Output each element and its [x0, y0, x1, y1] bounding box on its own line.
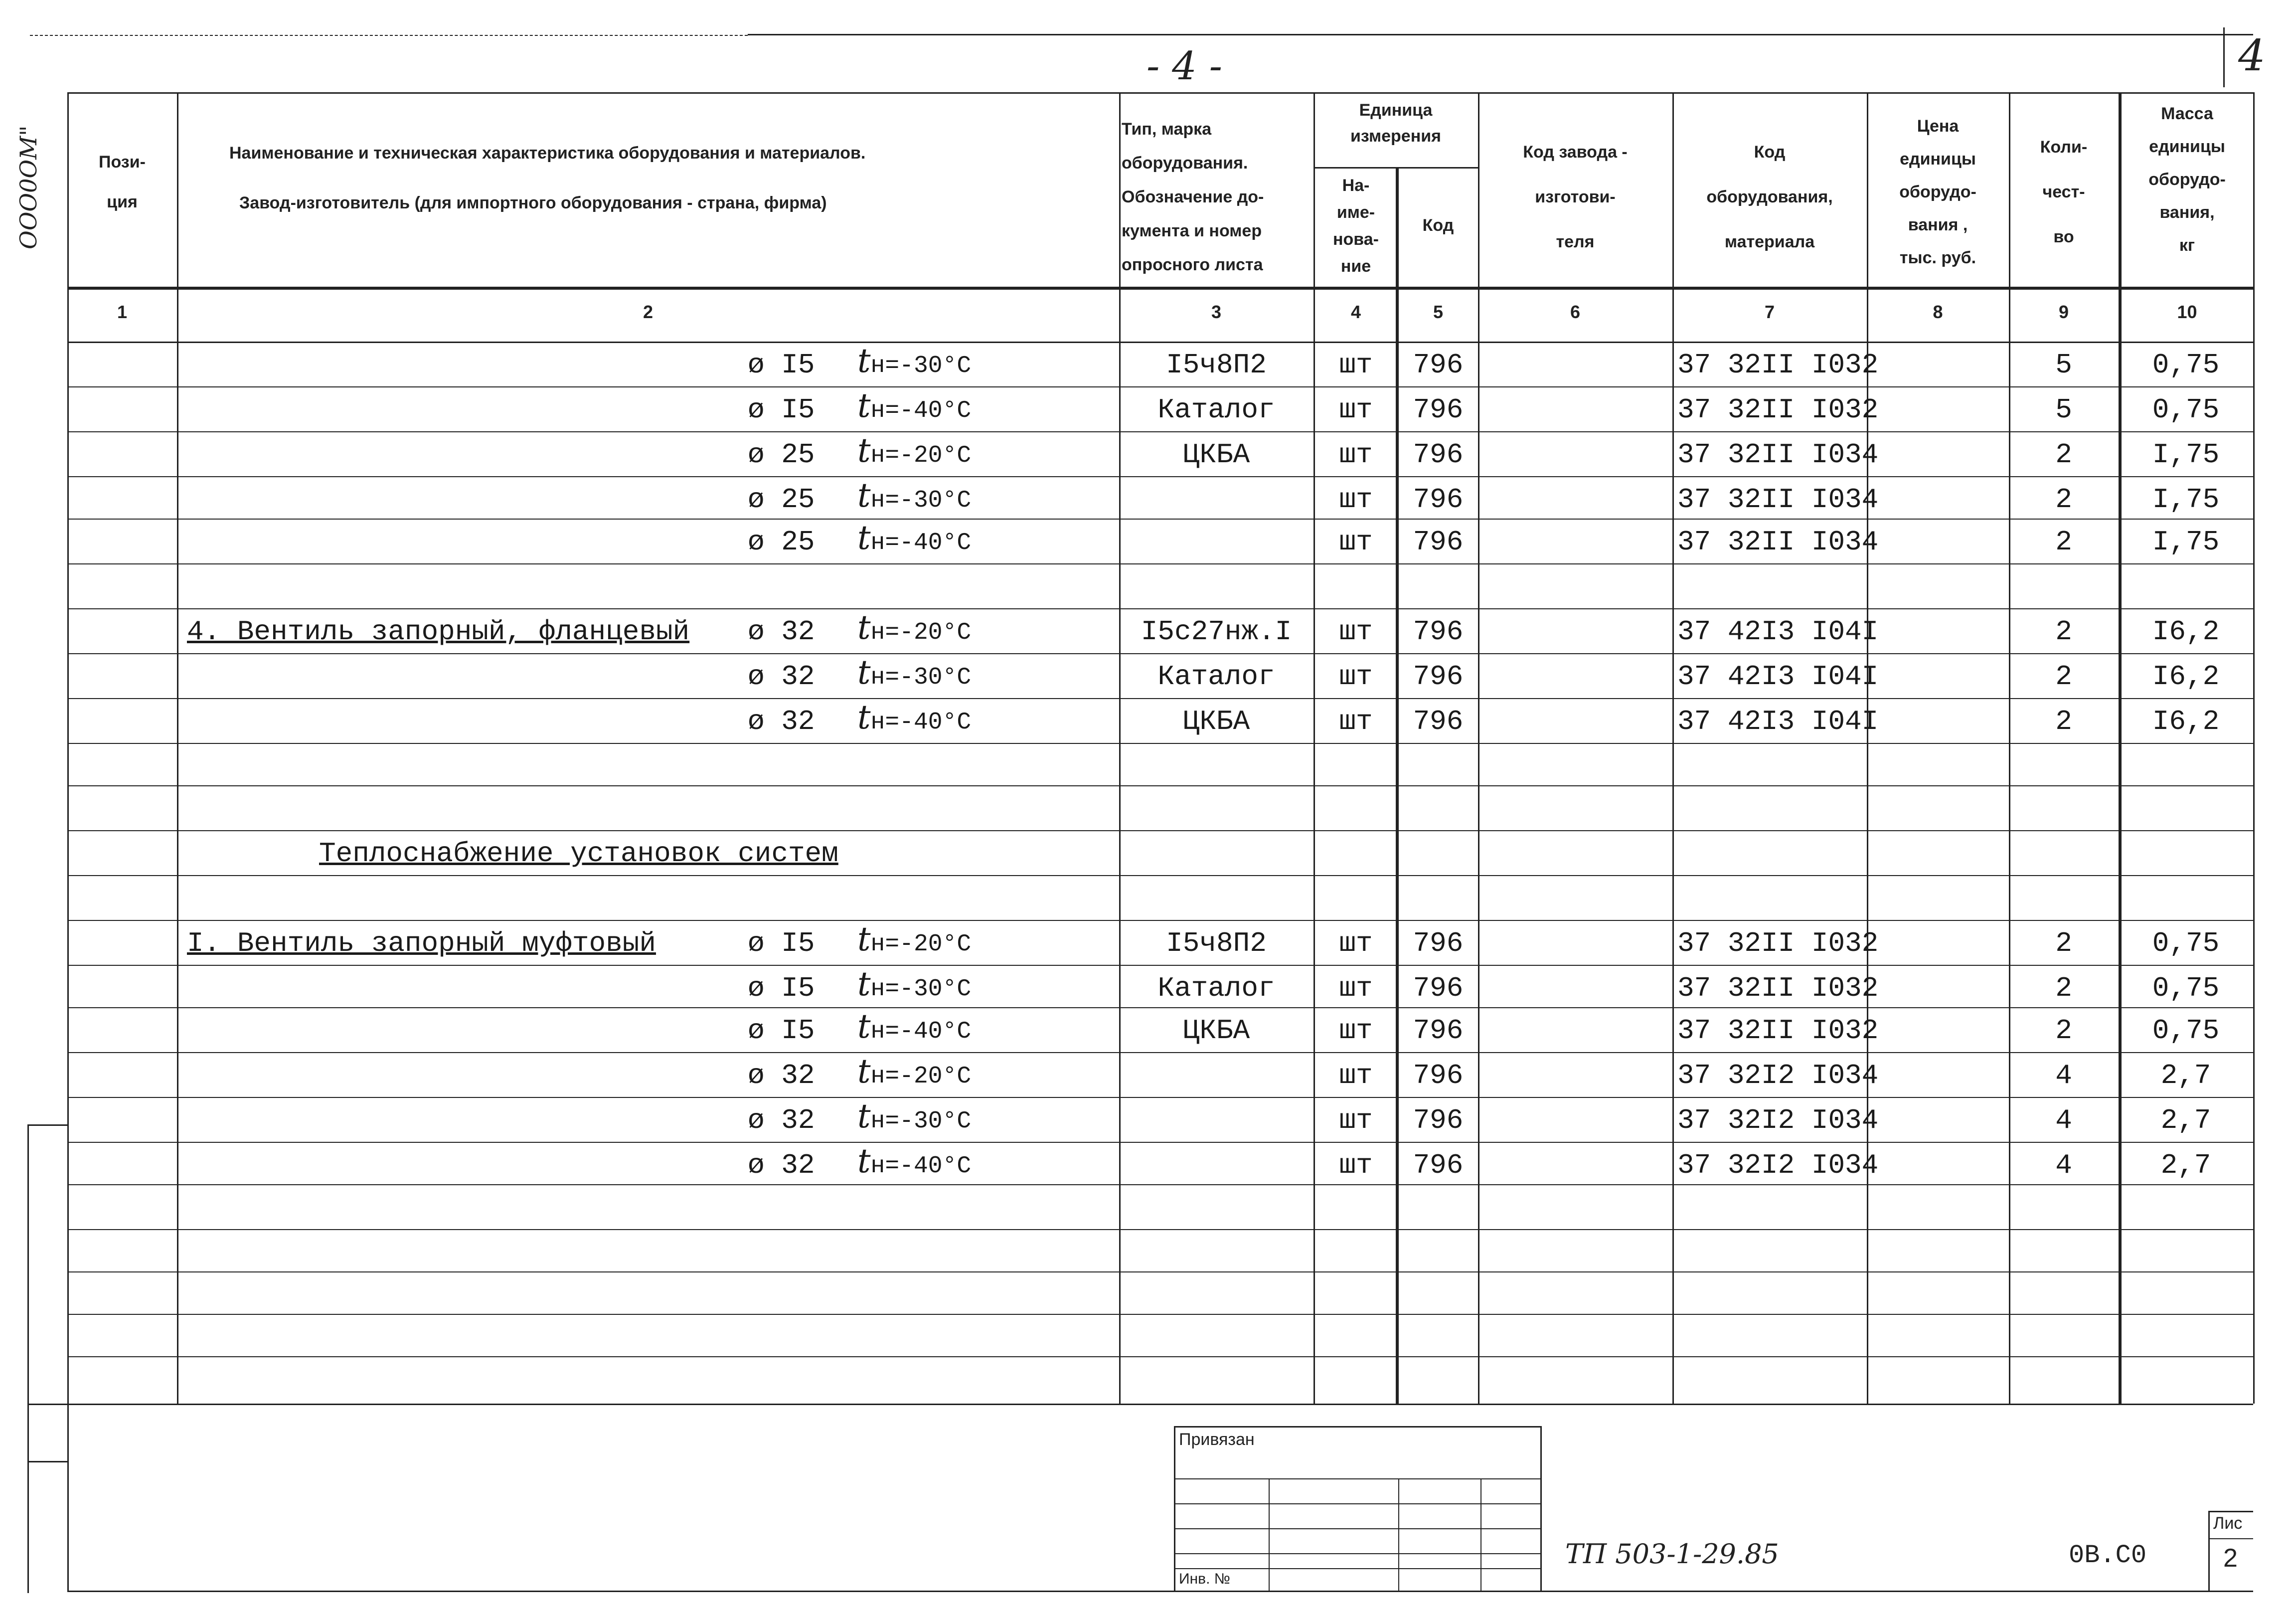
unit-mass: 0,75 [2152, 927, 2220, 959]
type-designation: ЦКБА [1182, 706, 1250, 737]
quantity: 2 [2055, 1015, 2072, 1047]
diameter: ø I5 [748, 1015, 815, 1047]
temperature-symbol: t [857, 386, 871, 425]
quantity: 2 [2055, 439, 2072, 471]
header-unit-name: На- име- нова- ние [1333, 176, 1379, 276]
equipment-code: 37 32II I034 [1677, 484, 1879, 516]
unit-code: 796 [1413, 661, 1464, 693]
diameter: ø I5 [748, 394, 815, 426]
equipment-code: 37 32II I032 [1677, 927, 1879, 959]
unit-mass: 0,75 [2152, 1015, 2220, 1047]
temperature-value: н=-30°C [870, 976, 972, 1003]
unit-code: 796 [1413, 972, 1464, 1004]
unit-mass: I6,2 [2152, 706, 2220, 737]
unit-mass: 2,7 [2160, 1060, 2211, 1091]
item-name: Теплоснабжение установок систем [319, 838, 838, 870]
header-quantity: Коли- чест- во [2040, 138, 2088, 246]
equipment-code: 37 32II I034 [1677, 439, 1879, 471]
quantity: 2 [2055, 661, 2072, 693]
type-designation: Каталог [1157, 661, 1275, 693]
diameter: ø 32 [748, 616, 815, 648]
temperature-symbol: t [857, 965, 871, 1003]
temperature-condition [857, 608, 972, 648]
temperature-condition [857, 698, 972, 737]
stamp-privyazan: Привязан [1179, 1430, 1255, 1449]
unit-name: шт [1339, 1015, 1373, 1047]
page-number: - 4 - [1147, 44, 1222, 89]
quantity: 5 [2055, 349, 2072, 381]
column-number-3: 3 [1211, 302, 1222, 322]
unit-code: 796 [1413, 1149, 1464, 1181]
type-designation: ЦКБА [1182, 439, 1250, 471]
unit-code: 796 [1413, 394, 1464, 426]
header-position: Пози- ция [99, 153, 146, 211]
quantity: 5 [2055, 394, 2072, 426]
unit-code: 796 [1413, 706, 1464, 737]
unit-name: шт [1339, 1060, 1373, 1091]
temperature-value: н=-30°C [870, 1108, 972, 1135]
unit-name: шт [1339, 616, 1373, 648]
column-number-4: 4 [1350, 302, 1361, 322]
stamp-section-code: 0В.С0 [2069, 1541, 2147, 1570]
column-number-6: 6 [1570, 302, 1581, 322]
temperature-symbol: t [857, 1097, 871, 1135]
column-number-1: 1 [117, 302, 128, 322]
diameter: ø 32 [748, 706, 815, 737]
temperature-value: н=-30°C [870, 664, 972, 691]
diameter: ø I5 [748, 349, 815, 381]
unit-mass: 2,7 [2160, 1104, 2211, 1136]
temperature-symbol: t [857, 920, 871, 958]
unit-mass: I,75 [2152, 439, 2220, 471]
temperature-symbol: t [857, 342, 871, 380]
type-designation: I5ч8П2 [1166, 349, 1267, 381]
temperature-value: н=-40°C [870, 530, 972, 556]
header-type: Тип, марка оборудования. Обозначение до- кумента и номер опросного листа [1122, 120, 1264, 274]
column-number-7: 7 [1764, 302, 1775, 322]
unit-name: шт [1339, 349, 1373, 381]
unit-name: шт [1339, 972, 1373, 1004]
item-name: 4. Вентиль запорный, фланцевый [187, 616, 690, 648]
unit-name: шт [1339, 1104, 1373, 1136]
temperature-symbol: t [857, 608, 871, 647]
quantity: 4 [2055, 1060, 2072, 1091]
temperature-symbol: t [857, 519, 871, 557]
column-number-10: 10 [2177, 302, 2197, 322]
unit-code: 796 [1413, 1104, 1464, 1136]
quantity: 2 [2055, 484, 2072, 516]
quantity: 4 [2055, 1149, 2072, 1181]
unit-code: 796 [1413, 484, 1464, 516]
equipment-code: 37 42I3 I04I [1677, 706, 1879, 737]
diameter: ø 32 [748, 1060, 815, 1091]
quantity: 4 [2055, 1104, 2072, 1136]
temperature-symbol: t [857, 1052, 871, 1090]
temperature-value: н=-20°C [870, 442, 972, 469]
type-designation: Каталог [1157, 972, 1275, 1004]
unit-name: шт [1339, 706, 1373, 737]
stamp-sheet-label: Лис [2213, 1514, 2243, 1533]
diameter: ø 32 [748, 1149, 815, 1181]
temperature-condition [857, 386, 972, 426]
temperature-value: н=-40°C [870, 1018, 972, 1045]
quantity: 2 [2055, 972, 2072, 1004]
unit-code: 796 [1413, 526, 1464, 558]
temperature-value: н=-40°C [870, 397, 972, 424]
temperature-value: н=-20°C [870, 619, 972, 646]
header-mass: Масса единицы оборудо- вания, кг [2148, 104, 2226, 255]
unit-mass: 0,75 [2152, 349, 2220, 381]
unit-code: 796 [1413, 1015, 1464, 1047]
unit-code: 796 [1413, 349, 1464, 381]
temperature-condition [857, 431, 972, 471]
quantity: 2 [2055, 927, 2072, 959]
quantity: 2 [2055, 526, 2072, 558]
column-number-2: 2 [643, 302, 654, 322]
unit-name: шт [1339, 394, 1373, 426]
quantity: 2 [2055, 616, 2072, 648]
column-number-8: 8 [1933, 302, 1943, 322]
stamp-document-code: ТП 503-1-29.85 [1565, 1538, 1779, 1570]
temperature-condition [857, 519, 972, 558]
unit-name: шт [1339, 484, 1373, 516]
temperature-condition [857, 1097, 972, 1136]
column-number-9: 9 [2058, 302, 2069, 322]
equipment-code: 37 32II I032 [1677, 349, 1879, 381]
unit-code: 796 [1413, 927, 1464, 959]
unit-mass: I6,2 [2152, 616, 2220, 648]
stamp-sheet-number: 2 [2223, 1544, 2238, 1573]
temperature-condition [857, 1052, 972, 1091]
equipment-code: 37 42I3 I04I [1677, 616, 1879, 648]
equipment-code: 37 32II I034 [1677, 526, 1879, 558]
diameter: ø 32 [748, 661, 815, 693]
equipment-code: 37 32II I032 [1677, 972, 1879, 1004]
temperature-condition [857, 1142, 972, 1181]
header-factory-code: Код завода - изготови- теля [1523, 143, 1628, 251]
temperature-condition [857, 476, 972, 516]
type-designation: I5ч8П2 [1166, 927, 1267, 959]
temperature-value: н=-30°C [870, 353, 972, 379]
temperature-symbol: t [857, 1007, 871, 1046]
header-price: Цена единицы оборудо- вания , тыс. руб. [1899, 117, 1976, 267]
unit-mass: 0,75 [2152, 972, 2220, 1004]
temperature-symbol: t [857, 431, 871, 470]
type-designation: ЦКБА [1182, 1015, 1250, 1047]
header-equipment-code: Код оборудования, материала [1706, 143, 1833, 251]
unit-code: 796 [1413, 1060, 1464, 1091]
unit-name: шт [1339, 927, 1373, 959]
item-name: I. Вентиль запорный муфтовый [187, 927, 656, 959]
temperature-condition [857, 653, 972, 693]
margin-note: ООО0ОМ" [15, 125, 42, 249]
diameter: ø 25 [748, 484, 815, 516]
corner-sheet-number: 4 [2238, 31, 2266, 81]
temperature-value: н=-40°C [870, 709, 972, 736]
equipment-code: 37 32I2 I034 [1677, 1060, 1879, 1091]
header-name-line2: Завод-изготовитель (для импортного оборудования - страна, фирма) [239, 193, 827, 212]
header-unit-group: Единица измерения [1350, 101, 1441, 146]
temperature-value: н=-20°C [870, 1063, 972, 1090]
temperature-condition [857, 1007, 972, 1047]
temperature-condition [857, 920, 972, 959]
temperature-symbol: t [857, 653, 871, 692]
temperature-symbol: t [857, 698, 871, 736]
temperature-symbol: t [857, 476, 871, 515]
header-name-line1: Наименование и техническая характеристика оборудования и материалов. [229, 144, 866, 163]
type-designation: I5c27нж.I [1141, 616, 1292, 648]
unit-mass: 0,75 [2152, 394, 2220, 426]
unit-name: шт [1339, 439, 1373, 471]
unit-mass: I6,2 [2152, 661, 2220, 693]
temperature-value: н=-30°C [870, 487, 972, 514]
equipment-code: 37 32I2 I034 [1677, 1104, 1879, 1136]
unit-mass: I,75 [2152, 484, 2220, 516]
temperature-value: н=-40°C [870, 1153, 972, 1180]
temperature-condition [857, 965, 972, 1004]
temperature-condition [857, 342, 972, 381]
unit-name: шт [1339, 526, 1373, 558]
unit-code: 796 [1413, 439, 1464, 471]
equipment-code: 37 32II I032 [1677, 1015, 1879, 1047]
unit-name: шт [1339, 1149, 1373, 1181]
header-unit-code: Код [1422, 216, 1454, 235]
diameter: ø 32 [748, 1104, 815, 1136]
unit-code: 796 [1413, 616, 1464, 648]
quantity: 2 [2055, 706, 2072, 737]
unit-mass: 2,7 [2160, 1149, 2211, 1181]
diameter: ø I5 [748, 927, 815, 959]
diameter: ø 25 [748, 439, 815, 471]
diameter: ø I5 [748, 972, 815, 1004]
equipment-code: 37 42I3 I04I [1677, 661, 1879, 693]
stamp-inventory-number: Инв. № [1179, 1571, 1230, 1587]
temperature-symbol: t [857, 1142, 871, 1180]
unit-name: шт [1339, 661, 1373, 693]
diameter: ø 25 [748, 526, 815, 558]
unit-mass: I,75 [2152, 526, 2220, 558]
temperature-value: н=-20°C [870, 931, 972, 958]
column-number-5: 5 [1433, 302, 1444, 322]
type-designation: Каталог [1157, 394, 1275, 426]
equipment-code: 37 32I2 I034 [1677, 1149, 1879, 1181]
equipment-code: 37 32II I032 [1677, 394, 1879, 426]
